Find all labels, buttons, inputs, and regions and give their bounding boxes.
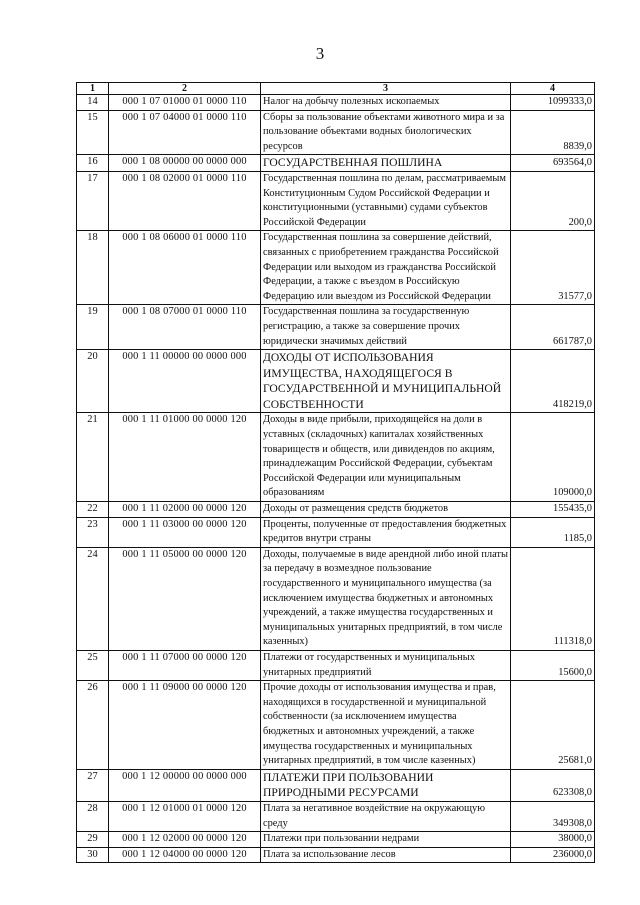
- row-number: 29: [77, 832, 109, 848]
- amount: 623308,0: [511, 769, 595, 801]
- row-number: 20: [77, 350, 109, 413]
- revenue-name: Государственная пошлина за совершение действий, связанных с приобретением гражданства Российской Федерации или выходом из гражданства Российской Федерации, а также с въездом в Российскую Федерацию или выездом из Российской Федерации: [261, 231, 511, 305]
- revenue-name: ПЛАТЕЖИ ПРИ ПОЛЬЗОВАНИИ ПРИРОДНЫМИ РЕСУРСАМИ: [261, 769, 511, 801]
- budget-code: 000 1 07 04000 01 0000 110: [109, 110, 261, 155]
- revenue-name: Платежи при пользовании недрами: [261, 832, 511, 848]
- table-body: [77, 95, 595, 863]
- page-number: 3: [315, 44, 325, 63]
- revenue-name: Налог на добычу полезных ископаемых: [261, 95, 511, 111]
- revenue-name: Платежи от государственных и муниципальных унитарных предприятий: [261, 650, 511, 680]
- row-number: 21: [77, 413, 109, 502]
- row-number: 19: [77, 305, 109, 350]
- revenue-table: [76, 82, 595, 863]
- table-row: [77, 171, 595, 230]
- budget-code: 000 1 11 07000 00 0000 120: [109, 650, 261, 680]
- budget-code: 000 1 12 01000 01 0000 120: [109, 801, 261, 831]
- row-number: 18: [77, 231, 109, 305]
- budget-code: 000 1 11 01000 00 0000 120: [109, 413, 261, 502]
- row-number: 27: [77, 769, 109, 801]
- row-number: 26: [77, 681, 109, 770]
- budget-code: 000 1 12 04000 00 0000 120: [109, 847, 261, 863]
- revenue-name: ГОСУДАРСТВЕННАЯ ПОШЛИНА: [261, 155, 511, 172]
- amount: 15600,0: [511, 650, 595, 680]
- table-row: [77, 305, 595, 350]
- table-row: [77, 681, 595, 770]
- revenue-name: Государственная пошлина за государственную регистрацию, а также за совершение прочих юридически значимых действий: [261, 305, 511, 350]
- amount: 349308,0: [511, 801, 595, 831]
- table-row: [77, 801, 595, 831]
- amount: 693564,0: [511, 155, 595, 172]
- table-row: [77, 517, 595, 547]
- revenue-name: Доходы от размещения средств бюджетов: [261, 502, 511, 518]
- budget-code: 000 1 11 05000 00 0000 120: [109, 547, 261, 650]
- amount: 38000,0: [511, 832, 595, 848]
- revenue-name: Прочие доходы от использования имущества и прав, находящихся в государственной и муниципальной собственности (за исключением имущества бюджетных и автономных учреждений, а также имущества государственных и муниципальных унитарных предприятий, в том числе казенных): [261, 681, 511, 770]
- revenue-name: Проценты, полученные от предоставления бюджетных кредитов внутри страны: [261, 517, 511, 547]
- table-row: [77, 95, 595, 111]
- table-row: [77, 350, 595, 413]
- table-row: [77, 832, 595, 848]
- amount: 1099333,0: [511, 95, 595, 111]
- budget-code: 000 1 11 03000 00 0000 120: [109, 517, 261, 547]
- table-row: [77, 155, 595, 172]
- amount: 109000,0: [511, 413, 595, 502]
- row-number: 14: [77, 95, 109, 111]
- column-header-3: 3: [261, 83, 511, 95]
- table-row: [77, 547, 595, 650]
- revenue-name: Доходы, получаемые в виде арендной либо иной платы за передачу в возмездное пользование государственного и муниципального имущества (за исключением имущества бюджетных и автономных учреждений, а также имущества государственных и муниципальных унитарных предприятий, в том числе казенных): [261, 547, 511, 650]
- amount: 111318,0: [511, 547, 595, 650]
- amount: 236000,0: [511, 847, 595, 863]
- budget-code: 000 1 08 07000 01 0000 110: [109, 305, 261, 350]
- table-header-row: [77, 83, 595, 95]
- amount: 31577,0: [511, 231, 595, 305]
- table-row: [77, 110, 595, 155]
- budget-code: 000 1 08 06000 01 0000 110: [109, 231, 261, 305]
- budget-code: 000 1 12 02000 00 0000 120: [109, 832, 261, 848]
- row-number: 25: [77, 650, 109, 680]
- revenue-name: Государственная пошлина по делам, рассматриваемым Конституционным Судом Российской Федерации и конституционными (уставными) судами субъектов Российской Федерации: [261, 171, 511, 230]
- budget-code: 000 1 11 02000 00 0000 120: [109, 502, 261, 518]
- budget-code: 000 1 07 01000 01 0000 110: [109, 95, 261, 111]
- budget-code: 000 1 08 02000 01 0000 110: [109, 171, 261, 230]
- row-number: 16: [77, 155, 109, 172]
- budget-code: 000 1 12 00000 00 0000 000: [109, 769, 261, 801]
- revenue-name: Доходы в виде прибыли, приходящейся на доли в уставных (складочных) капиталах хозяйственных товариществ и обществ, или дивидендов по акциям, принадлежащим Российской Федерации, субъектам Российской Федерации или муниципальным образованиям: [261, 413, 511, 502]
- revenue-name: Плата за использование лесов: [261, 847, 511, 863]
- row-number: 23: [77, 517, 109, 547]
- revenue-name: ДОХОДЫ ОТ ИСПОЛЬЗОВАНИЯ ИМУЩЕСТВА, НАХОДЯЩЕГОСЯ В ГОСУДАРСТВЕННОЙ И МУНИЦИПАЛЬНОЙ СОБСТВЕННОСТИ: [261, 350, 511, 413]
- column-header-4: 4: [511, 83, 595, 95]
- amount: 25681,0: [511, 681, 595, 770]
- table-row: [77, 650, 595, 680]
- table-row: [77, 502, 595, 518]
- budget-code: 000 1 08 00000 00 0000 000: [109, 155, 261, 172]
- column-header-1: 1: [77, 83, 109, 95]
- row-number: 24: [77, 547, 109, 650]
- table-row: [77, 847, 595, 863]
- table-row: [77, 769, 595, 801]
- row-number: 28: [77, 801, 109, 831]
- column-header-2: 2: [109, 83, 261, 95]
- table-row: [77, 231, 595, 305]
- amount: 200,0: [511, 171, 595, 230]
- row-number: 17: [77, 171, 109, 230]
- table-row: [77, 413, 595, 502]
- amount: 661787,0: [511, 305, 595, 350]
- row-number: 22: [77, 502, 109, 518]
- amount: 1185,0: [511, 517, 595, 547]
- budget-code: 000 1 11 00000 00 0000 000: [109, 350, 261, 413]
- budget-code: 000 1 11 09000 00 0000 120: [109, 681, 261, 770]
- amount: 418219,0: [511, 350, 595, 413]
- amount: 8839,0: [511, 110, 595, 155]
- revenue-name: Сборы за пользование объектами животного мира и за пользование объектами водных биологических ресурсов: [261, 110, 511, 155]
- row-number: 15: [77, 110, 109, 155]
- row-number: 30: [77, 847, 109, 863]
- amount: 155435,0: [511, 502, 595, 518]
- revenue-name: Плата за негативное воздействие на окружающую среду: [261, 801, 511, 831]
